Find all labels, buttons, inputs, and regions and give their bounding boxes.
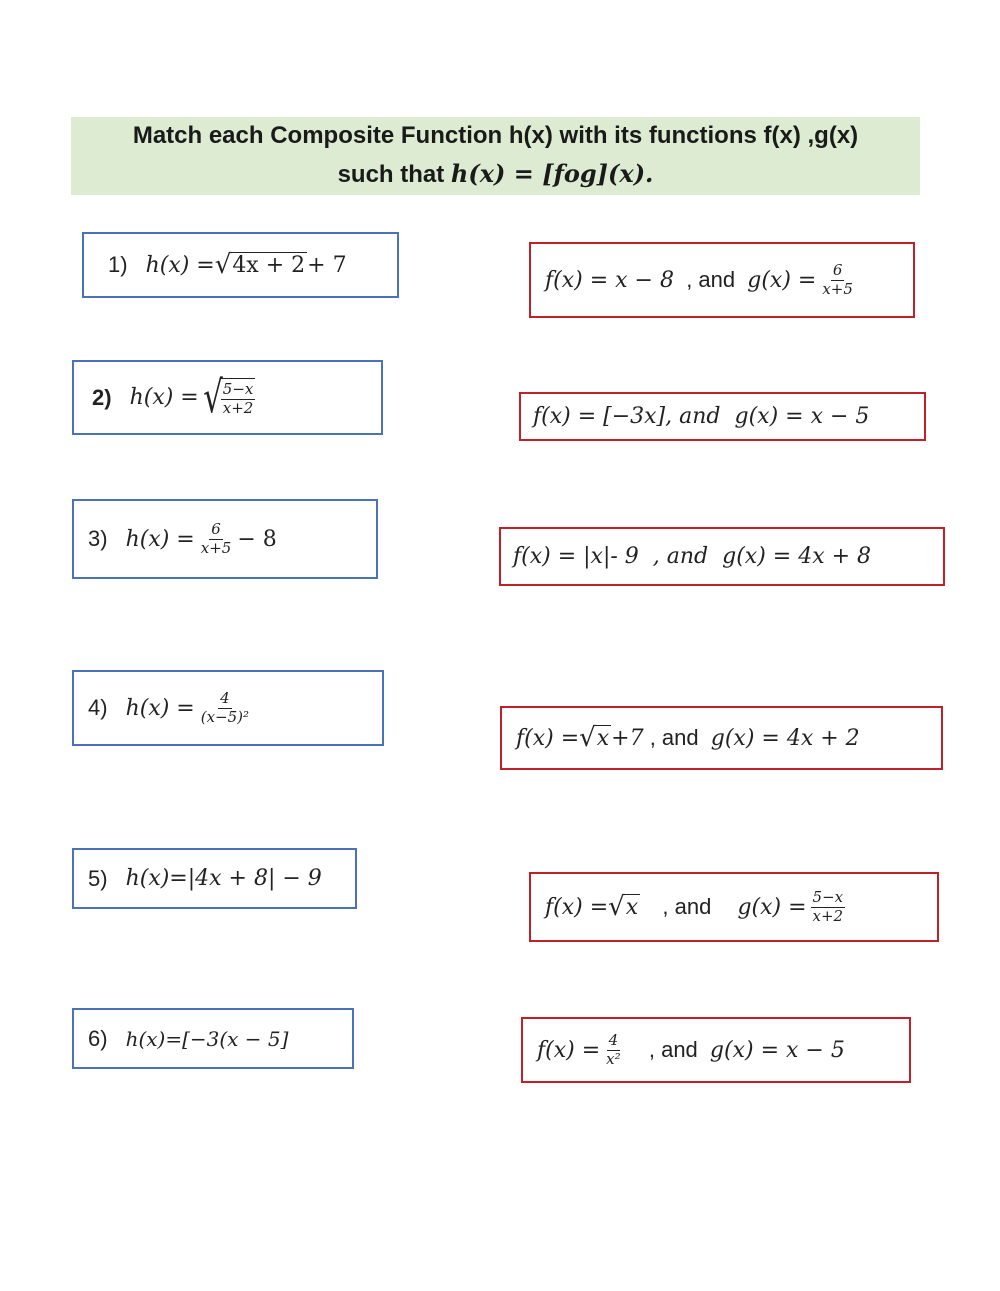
composite-function-4[interactable] (72, 670, 384, 746)
g-function: g(x) = x − 5 (709, 1037, 845, 1063)
composite-function-6[interactable] (72, 1008, 354, 1069)
instruction-line-1: Match each Composite Function h(x) with its functions f(x) ,g(x) (132, 122, 859, 149)
numerator: 6 (211, 520, 221, 539)
formula-text: + 7 (307, 252, 347, 278)
function-pair-1[interactable] (529, 242, 915, 318)
sqrt-symbol: √ 4x + 2 (214, 250, 306, 280)
composite-function-5[interactable] (72, 848, 357, 909)
composite-function-2[interactable] (72, 360, 383, 435)
and-text: , and (673, 267, 742, 292)
numerator: 6 (832, 261, 843, 280)
fraction (820, 262, 855, 298)
numerator: 4 (220, 689, 230, 708)
formula-text: − 8 (237, 526, 277, 552)
composite-function-3[interactable] (72, 499, 378, 579)
fraction (221, 378, 256, 417)
sqrt-symbol: √ x (608, 892, 639, 922)
item-number: 3) (88, 526, 108, 551)
instruction-banner (71, 117, 920, 195)
g-function: g(x) = 4x + 2 (710, 725, 860, 751)
denominator: x+2 (812, 906, 844, 925)
denominator: x+2 (222, 398, 254, 417)
f-function: f(x) = (545, 894, 609, 920)
function-pair-5[interactable] (529, 872, 939, 942)
numerator: 5−x (222, 380, 254, 399)
item-number: 5) (88, 865, 108, 891)
formula-text: h(x) = (125, 695, 195, 721)
sqrt-symbol: √ x (579, 723, 610, 753)
denominator: x+5 (822, 279, 853, 298)
radicand: x (596, 726, 610, 751)
radicand: x (625, 895, 639, 920)
item-number: 4) (88, 695, 108, 720)
denominator: (x−5)² (200, 707, 250, 726)
and-text: , and (650, 894, 718, 919)
denominator: x² (606, 1049, 621, 1068)
denominator: x+5 (200, 538, 232, 557)
function-pair-6[interactable] (521, 1017, 911, 1083)
f-function: f(x) = (516, 725, 580, 751)
sqrt-symbol: √ (202, 371, 223, 423)
item-number: 6) (88, 1025, 108, 1051)
fraction (199, 690, 251, 726)
item-number: 2) (92, 384, 112, 410)
f-function: f(x) = |x|- 9 (513, 544, 639, 569)
f-function: f(x) = (537, 1037, 601, 1063)
and-text: , and (636, 1037, 704, 1062)
formula-text: h(x)=|4x + 8| − 9 (125, 866, 322, 891)
formula-text: h(x)=[−3(x − 5] (125, 1026, 289, 1051)
fraction (604, 1032, 622, 1068)
and-text: , and (638, 544, 709, 569)
f-function: f(x) = [−3x], and (533, 404, 721, 429)
function-pair-3[interactable] (499, 527, 945, 586)
fraction (199, 521, 234, 557)
item-number: 1) (108, 252, 128, 277)
g-function: g(x) = x − 5 (734, 404, 870, 429)
numerator: 4 (608, 1031, 619, 1050)
numerator: 5−x (812, 888, 844, 907)
instruction-formula: h(x) = [fog](x). (450, 159, 654, 188)
instruction-line-2 (71, 155, 920, 194)
formula-text: h(x) = (129, 385, 199, 410)
and-text: , and (643, 725, 705, 750)
g-function: g(x) = (737, 894, 807, 920)
composite-function-1[interactable] (82, 232, 399, 298)
g-function: g(x) = 4x + 8 (722, 544, 872, 569)
formula-text: h(x) = (145, 252, 215, 278)
instruction-line-2-prefix: such that (337, 161, 451, 188)
fraction (811, 889, 846, 925)
formula-text: h(x) = (125, 526, 195, 552)
g-function: g(x) = (747, 267, 817, 293)
function-pair-2[interactable] (519, 392, 926, 441)
radicand: 4x + 2 (232, 253, 306, 278)
function-pair-4[interactable] (500, 706, 943, 770)
f-function: f(x) = x − 8 (545, 267, 674, 293)
formula-text: +7 (611, 725, 644, 751)
